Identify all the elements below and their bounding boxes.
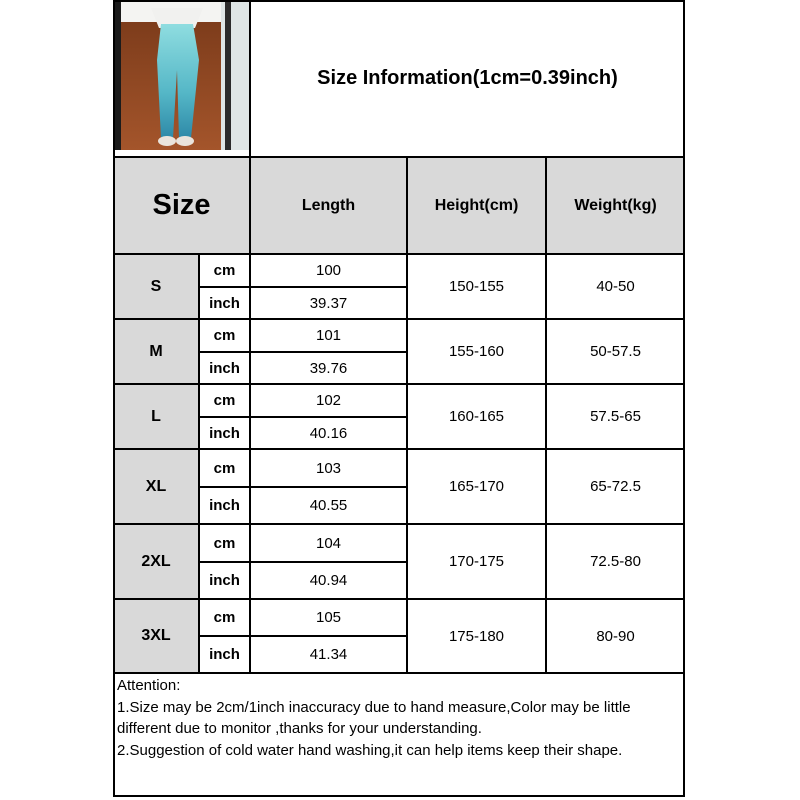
height-cell: 165-170 — [407, 449, 546, 524]
chart-title: Size Information(1cm=0.39inch) — [250, 0, 685, 157]
attention-notes — [113, 673, 685, 797]
unit-inch-cell: inch — [199, 636, 250, 673]
weight-cell: 72.5-80 — [546, 524, 685, 599]
notes-line-1: 1.Size may be 2cm/1inch inaccuracy due to hand measure,Color may be little different due to monitor ,thanks for your understanding. — [117, 698, 631, 737]
height-cell: 160-165 — [407, 384, 546, 449]
height-header: Height(cm) — [407, 157, 546, 254]
weight-header: Weight(kg) — [546, 157, 685, 254]
length-inch-cell: 40.16 — [250, 417, 407, 449]
length-inch-cell: 39.76 — [250, 352, 407, 384]
length-header: Length — [250, 157, 407, 254]
notes-heading: Attention: — [117, 677, 181, 694]
unit-cm-cell: cm — [199, 254, 250, 287]
size-label-cell: L — [113, 384, 199, 449]
height-cell: 155-160 — [407, 319, 546, 384]
height-cell: 150-155 — [407, 254, 546, 319]
size-label-cell: S — [113, 254, 199, 319]
unit-cm-cell: cm — [199, 524, 250, 562]
size-chart — [113, 0, 685, 797]
size-label-cell: XL — [113, 449, 199, 524]
length-inch-cell: 39.37 — [250, 287, 407, 319]
size-header: Size — [113, 157, 250, 254]
length-inch-cell: 40.55 — [250, 487, 407, 524]
weight-cell: 57.5-65 — [546, 384, 685, 449]
unit-inch-cell: inch — [199, 287, 250, 319]
weight-cell: 65-72.5 — [546, 449, 685, 524]
unit-inch-cell: inch — [199, 417, 250, 449]
size-label-cell: 3XL — [113, 599, 199, 673]
unit-inch-cell: inch — [199, 562, 250, 599]
unit-inch-cell: inch — [199, 487, 250, 524]
length-cm-cell: 103 — [250, 449, 407, 487]
length-cm-cell: 101 — [250, 319, 407, 352]
length-cm-cell: 105 — [250, 599, 407, 636]
length-inch-cell: 41.34 — [250, 636, 407, 673]
unit-inch-cell: inch — [199, 352, 250, 384]
weight-cell: 80-90 — [546, 599, 685, 673]
height-cell: 175-180 — [407, 599, 546, 673]
notes-line-2: 2.Suggestion of cold water hand washing,it can help items keep their shape. — [117, 741, 623, 759]
unit-cm-cell: cm — [199, 319, 250, 352]
size-label-cell: M — [113, 319, 199, 384]
unit-cm-cell: cm — [199, 384, 250, 417]
unit-cm-cell: cm — [199, 449, 250, 487]
height-cell: 170-175 — [407, 524, 546, 599]
length-inch-cell: 40.94 — [250, 562, 407, 599]
weight-cell: 40-50 — [546, 254, 685, 319]
length-cm-cell: 104 — [250, 524, 407, 562]
unit-cm-cell: cm — [199, 599, 250, 636]
length-cm-cell: 102 — [250, 384, 407, 417]
length-cm-cell: 100 — [250, 254, 407, 287]
weight-cell: 50-57.5 — [546, 319, 685, 384]
size-label-cell: 2XL — [113, 524, 199, 599]
